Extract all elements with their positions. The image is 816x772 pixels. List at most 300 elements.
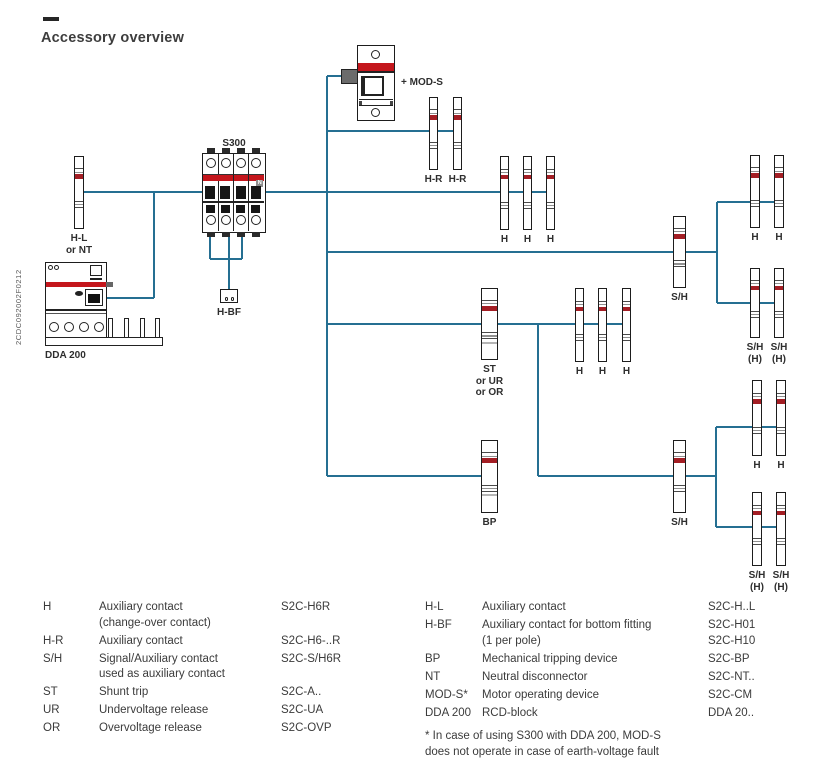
- terminal-line: [249, 201, 265, 203]
- stripe: [777, 508, 785, 509]
- stripe: [674, 260, 685, 261]
- stripe: [75, 168, 83, 169]
- h-module-label: H: [775, 232, 783, 243]
- stripe: [576, 334, 583, 335]
- legend-description: Motor operating device: [482, 688, 599, 701]
- stripe: [751, 317, 759, 318]
- st-module-label: ST or UR or OR: [475, 364, 504, 398]
- h-module-label: H: [753, 460, 761, 471]
- stripe: [501, 172, 508, 173]
- screw-hole: [236, 158, 246, 168]
- legend-row: [43, 600, 341, 631]
- stripe: [777, 538, 785, 539]
- connection-wire: [210, 258, 242, 260]
- operating-handle: [341, 69, 358, 84]
- screw-hole: [64, 322, 74, 332]
- legend-row: [425, 670, 755, 686]
- stripe: [775, 317, 783, 318]
- stripe: [430, 145, 437, 147]
- stripe: [623, 340, 630, 341]
- legend-order-code: S2C-OVP: [281, 722, 332, 734]
- stripe: [482, 306, 497, 311]
- red-band: [46, 282, 106, 287]
- screw-hole: [49, 322, 59, 332]
- legend-order-code: DDA 20..: [708, 706, 755, 719]
- legend-term: UR: [43, 704, 60, 716]
- test-button: [90, 265, 102, 276]
- s300-breaker: [202, 153, 266, 233]
- st-module: [481, 288, 498, 360]
- terminal-screw: [206, 205, 215, 213]
- stripe: [775, 283, 783, 284]
- stripe: [623, 334, 630, 335]
- legend-term: NT: [425, 670, 441, 683]
- stripe: [524, 205, 531, 207]
- screw-hole: [236, 215, 246, 225]
- terminal-line: [218, 201, 233, 203]
- stripe: [777, 433, 785, 434]
- legend-term: ST: [43, 686, 58, 698]
- sh-h-module: [776, 492, 786, 566]
- mount-tab: [252, 232, 260, 237]
- stripe: [454, 115, 461, 120]
- sh-h-module: [752, 492, 762, 566]
- stripe: [674, 228, 685, 229]
- stripe: [775, 314, 783, 316]
- s300-breaker-label: S300: [222, 138, 246, 149]
- terminal-line: [234, 201, 249, 203]
- screw-hole: [48, 265, 53, 270]
- terminal-line: [203, 201, 218, 203]
- stripe: [623, 304, 630, 305]
- stripe: [547, 175, 554, 180]
- toggle: [220, 186, 230, 199]
- stripe: [482, 458, 497, 463]
- legend-term: H-L: [425, 601, 444, 613]
- stripe: [674, 456, 685, 457]
- h-r-module: [453, 97, 462, 170]
- bar-end: [390, 101, 393, 105]
- stripe: [75, 172, 83, 173]
- stripe: [501, 202, 508, 203]
- screw-hole: [231, 297, 235, 301]
- toggle: [236, 186, 246, 199]
- toggle: [251, 186, 261, 199]
- stripe: [524, 208, 531, 209]
- legend-term: S/H: [43, 652, 63, 665]
- terminal-screw: [221, 205, 230, 213]
- stripe: [482, 452, 497, 453]
- legend-order-code: S2C-H6-..R: [281, 634, 341, 647]
- stripe: [753, 538, 761, 539]
- stripe: [777, 544, 785, 545]
- stripe: [75, 204, 83, 206]
- legend-description: Auxiliary contact: [99, 634, 183, 647]
- sh-h-module-label: S/H (H): [770, 342, 788, 365]
- legend-order-code: S2C-H01 S2C-H10: [708, 619, 756, 647]
- stripe: [576, 340, 583, 341]
- legend-term: OR: [43, 722, 61, 734]
- h-module: [776, 380, 786, 456]
- h-r-module: [429, 97, 438, 170]
- legend-right: [425, 600, 755, 760]
- stripe: [751, 314, 759, 316]
- stripe: [482, 494, 497, 496]
- connection-wire: [326, 76, 328, 476]
- stripe: [482, 303, 497, 304]
- stripe: [430, 115, 437, 120]
- stripe: [599, 337, 606, 339]
- legend-term: H-R: [43, 634, 64, 647]
- stripe: [751, 167, 759, 168]
- stripe: [547, 172, 554, 173]
- stripe: [775, 206, 783, 207]
- stripe: [482, 491, 497, 492]
- stripe: [75, 201, 83, 202]
- connection-wire: [716, 526, 781, 528]
- stripe: [775, 286, 783, 290]
- h-module-label: H: [546, 234, 555, 245]
- stripe: [482, 456, 497, 457]
- stripe: [674, 491, 685, 492]
- busbar-pin: [124, 318, 129, 338]
- toggle: [85, 289, 103, 306]
- stripe: [576, 301, 583, 302]
- connection-wire: [717, 302, 780, 304]
- stripe: [599, 340, 606, 341]
- stripe: [751, 280, 759, 281]
- legend-term: H-BF: [425, 619, 452, 631]
- stripe: [482, 485, 497, 486]
- stripe: [75, 174, 83, 179]
- h-module: [575, 288, 584, 362]
- stripe: [674, 266, 685, 267]
- legend-description: Undervoltage release: [99, 704, 209, 716]
- screw-hole: [79, 322, 89, 332]
- connection-wire: [327, 130, 460, 132]
- bp-module: [481, 440, 498, 513]
- legend-description: Neutral disconnector: [482, 670, 588, 683]
- stripe: [753, 430, 761, 432]
- h-module-label: H: [575, 366, 584, 377]
- stripe: [753, 433, 761, 434]
- stripe: [430, 109, 437, 110]
- stripe: [674, 485, 685, 486]
- screw-hole: [221, 215, 231, 225]
- breaker-pole: [249, 154, 265, 231]
- stripe: [751, 311, 759, 312]
- screw-hole: [251, 215, 261, 225]
- stripe: [775, 200, 783, 201]
- stripe: [751, 286, 759, 290]
- legend-description: Shunt trip: [99, 686, 149, 698]
- stripe: [777, 427, 785, 428]
- screw-hole: [94, 322, 104, 332]
- connection-wire: [715, 427, 717, 527]
- legend-row: [425, 652, 755, 668]
- h-module: [622, 288, 631, 362]
- page-title: Accessory overview: [41, 30, 185, 46]
- legend-description: Signal/Auxiliary contact used as auxiliary contact: [99, 652, 225, 680]
- connection-wire: [327, 251, 717, 253]
- stripe: [674, 452, 685, 453]
- stripe: [674, 234, 685, 239]
- h-l-module: [74, 156, 84, 229]
- legend-term: H: [43, 601, 52, 613]
- stripe: [753, 427, 761, 428]
- stripe: [674, 263, 685, 265]
- indicator-oval: [75, 291, 83, 296]
- side-pin: [106, 282, 113, 287]
- legend-order-code: S2C-BP: [708, 652, 750, 665]
- stripe: [753, 505, 761, 506]
- stripe: [524, 202, 531, 203]
- legend-description: Auxiliary contact (change-over contact): [99, 601, 211, 629]
- legend-description: Auxiliary contact: [482, 601, 566, 613]
- screw-hole: [221, 158, 231, 168]
- h-module-label: H: [598, 366, 607, 377]
- screw-hole: [225, 297, 229, 301]
- busbar-pin: [108, 318, 113, 338]
- stripe: [623, 337, 630, 339]
- stripe: [501, 205, 508, 207]
- red-band: [218, 174, 233, 181]
- stripe: [753, 396, 761, 397]
- mod-s-device-label: + MOD-S: [401, 77, 443, 88]
- connection-wire: [327, 475, 483, 477]
- stripe: [775, 280, 783, 281]
- legend-row: [425, 618, 755, 649]
- stripe: [576, 307, 583, 312]
- stripe: [482, 300, 497, 301]
- busbar-pin: [140, 318, 145, 338]
- stripe: [547, 202, 554, 203]
- stripe: [599, 304, 606, 305]
- bar-end: [359, 101, 362, 105]
- h-l-module-label: H-L or NT: [65, 233, 93, 256]
- connection-wire: [153, 192, 155, 298]
- red-band: [203, 174, 218, 181]
- h-module: [500, 156, 509, 230]
- legend-left: [43, 600, 341, 739]
- stripe: [751, 206, 759, 207]
- sh-module: [673, 440, 686, 513]
- stripe: [753, 511, 761, 516]
- connection-wire: [228, 233, 230, 289]
- dda200-block-label: DDA 200: [45, 350, 86, 361]
- breaker-pole: [234, 154, 250, 231]
- h-module: [598, 288, 607, 362]
- mount-tab: [222, 232, 230, 237]
- stripe: [777, 430, 785, 432]
- stripe: [482, 332, 497, 333]
- busbar-pin: [155, 318, 160, 338]
- legend-order-code: S2C-S/H6R: [281, 652, 342, 665]
- stripe: [751, 283, 759, 284]
- button-line: [90, 278, 102, 280]
- h-r-module-label: H-R: [448, 174, 467, 185]
- legend-order-code: S2C-A..: [281, 686, 322, 698]
- stripe: [482, 335, 497, 337]
- sh-module: [673, 216, 686, 288]
- legend-description: Auxiliary contact for bottom fitting (1 per pole): [482, 619, 652, 647]
- legend-term: MOD-S*: [425, 688, 468, 701]
- legend-row: [43, 721, 341, 737]
- connection-wire: [538, 475, 717, 477]
- stripe: [753, 544, 761, 545]
- stripe: [674, 488, 685, 490]
- h-module-label: H: [777, 460, 785, 471]
- stripe: [75, 207, 83, 208]
- bp-module-label: BP: [482, 517, 497, 528]
- document-code: 2CDC092002F0212: [14, 269, 23, 345]
- stripe: [777, 511, 785, 516]
- stripe: [623, 301, 630, 302]
- breaker-pole: [203, 154, 219, 231]
- divider-line: [46, 309, 106, 311]
- stripe: [599, 334, 606, 335]
- stripe: [547, 208, 554, 209]
- stripe: [547, 169, 554, 170]
- stripe: [751, 203, 759, 205]
- stripe: [775, 173, 783, 178]
- sh-h-module-label: S/H (H): [772, 570, 790, 593]
- legend-term: DDA 200: [425, 706, 472, 719]
- stripe: [775, 167, 783, 168]
- stripe: [777, 541, 785, 543]
- screw-hole: [206, 215, 216, 225]
- stripe: [501, 175, 508, 180]
- stripe: [599, 307, 606, 312]
- stripe: [674, 231, 685, 232]
- legend-order-code: S2C-H..L: [708, 601, 756, 613]
- legend-order-code: S2C-NT..: [708, 670, 755, 683]
- h-module-label: H: [622, 366, 631, 377]
- connection-wire: [537, 324, 539, 476]
- legend-row: [43, 703, 341, 719]
- n-pole-mark: N: [257, 180, 262, 186]
- legend-row: [43, 652, 341, 683]
- stripe: [775, 171, 783, 172]
- stripe: [482, 342, 497, 344]
- h-module: [774, 155, 784, 228]
- legend-row: [425, 706, 755, 722]
- stripe: [454, 142, 461, 143]
- h-module-label: H: [751, 232, 759, 243]
- stripe: [777, 396, 785, 397]
- stripe: [547, 205, 554, 207]
- stripe: [753, 508, 761, 509]
- stripe: [430, 113, 437, 114]
- stripe: [501, 169, 508, 170]
- sh-h-module-label: S/H (H): [746, 342, 764, 365]
- legend-footnote: * In case of using S300 with DDA 200, MOD-S does not operate in case of earth-voltage fault: [425, 730, 661, 758]
- connection-wire: [717, 201, 780, 203]
- stripe: [777, 399, 785, 404]
- stripe: [775, 311, 783, 312]
- toggle: [205, 186, 215, 199]
- connection-wire: [104, 297, 154, 299]
- h-module: [750, 155, 760, 228]
- stripe: [753, 541, 761, 543]
- stripe: [576, 337, 583, 339]
- motor-window: [361, 76, 384, 96]
- stripe: [775, 203, 783, 205]
- legend-description: RCD-block: [482, 706, 538, 719]
- busbar-plate: [45, 337, 163, 346]
- legend-row: [425, 600, 755, 616]
- red-band: [234, 174, 249, 181]
- legend-order-code: S2C-UA: [281, 704, 324, 716]
- h-bf-module-label: H-BF: [217, 307, 241, 318]
- legend-row: [43, 634, 341, 650]
- stripe: [501, 208, 508, 209]
- stripe: [524, 169, 531, 170]
- stripe: [751, 171, 759, 172]
- mount-tab: [207, 232, 215, 237]
- stripe: [751, 200, 759, 201]
- stripe: [623, 307, 630, 312]
- stripe: [454, 109, 461, 110]
- toggle-knob: [88, 294, 100, 303]
- stripe: [524, 172, 531, 173]
- stripe: [777, 393, 785, 394]
- legend-row: [425, 688, 755, 704]
- stripe: [454, 148, 461, 149]
- screw-hole: [54, 265, 59, 270]
- sh-h-module: [750, 268, 760, 338]
- legend-description: Overvoltage release: [99, 722, 202, 734]
- dda200-block: [45, 262, 107, 338]
- red-band: [358, 63, 394, 73]
- mount-tab: [237, 232, 245, 237]
- stripe: [674, 458, 685, 463]
- h-r-module-label: H-R: [424, 174, 443, 185]
- terminal-screw: [236, 205, 245, 213]
- stripe: [753, 393, 761, 394]
- terminal-screw: [251, 205, 260, 213]
- h-module: [546, 156, 555, 230]
- sh-module-label: S/H: [671, 292, 688, 303]
- h-module-label: H: [523, 234, 532, 245]
- sh-module-label: S/H: [671, 517, 688, 528]
- h-module-label: H: [500, 234, 509, 245]
- legend-order-code: S2C-H6R: [281, 601, 331, 613]
- stripe: [576, 304, 583, 305]
- legend-row: [43, 685, 341, 701]
- coupling-bar: [359, 99, 393, 106]
- mod-s-device: [357, 45, 395, 121]
- connection-wire: [716, 202, 718, 303]
- screw-hole: [251, 158, 261, 168]
- stripe: [524, 175, 531, 180]
- stripe: [751, 173, 759, 178]
- stripe: [430, 142, 437, 143]
- stripe: [777, 505, 785, 506]
- legend-term: BP: [425, 652, 441, 665]
- h-module: [523, 156, 532, 230]
- breaker-pole: [218, 154, 234, 231]
- h-bf-module: [220, 289, 238, 303]
- screw-hole: [371, 50, 380, 59]
- sh-h-module-label: S/H (H): [748, 570, 766, 593]
- divider-line: [46, 313, 106, 314]
- legend-order-code: S2C-CM: [708, 688, 753, 701]
- h-module: [752, 380, 762, 456]
- legend-description: Mechanical tripping device: [482, 652, 618, 665]
- screw-hole: [206, 158, 216, 168]
- stripe: [599, 301, 606, 302]
